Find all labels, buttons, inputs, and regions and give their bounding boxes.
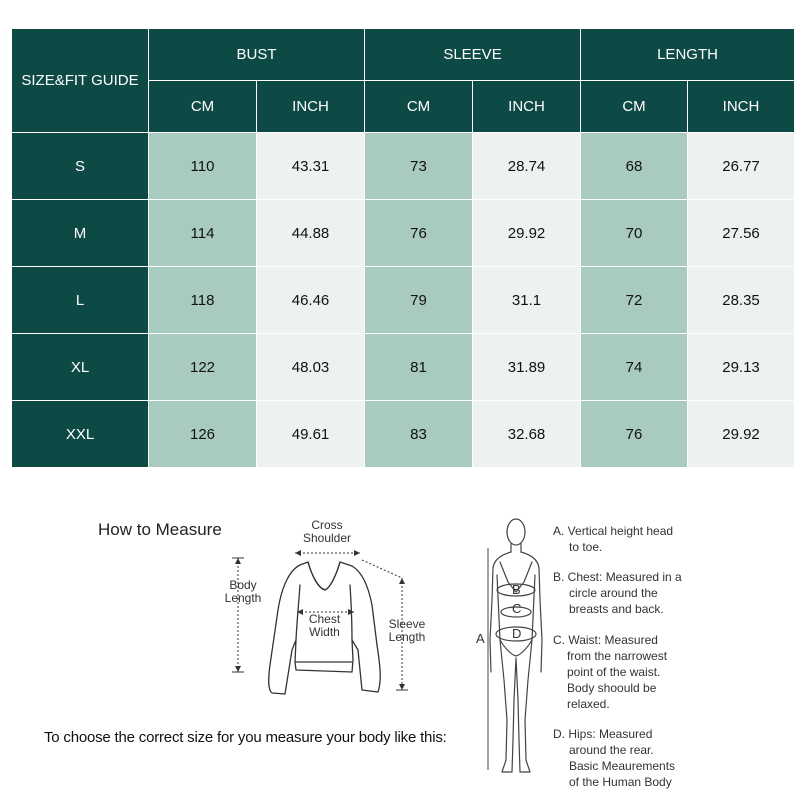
human-body-figure bbox=[490, 519, 542, 772]
legend-line: around the rear. bbox=[569, 743, 654, 757]
how-to-measure-title: How to Measure bbox=[98, 520, 222, 539]
table-cell: 49.61 bbox=[257, 401, 365, 468]
size-label: M bbox=[12, 200, 149, 267]
unit-header-sleeve-inch: INCH bbox=[473, 81, 581, 133]
arrow-head bbox=[399, 684, 405, 690]
instruction-text: To choose the correct size for you measure your body like this: bbox=[44, 729, 447, 746]
legend-line: B. Chest: Measured in a bbox=[553, 570, 682, 584]
table-corner-label: SIZE&FIT GUIDE bbox=[12, 29, 149, 133]
table-cell: 83 bbox=[365, 401, 473, 468]
unit-header-sleeve-cm: CM bbox=[365, 81, 473, 133]
arrow-head bbox=[354, 550, 360, 556]
table-cell: 31.1 bbox=[473, 267, 581, 334]
table-cell: 76 bbox=[581, 401, 688, 468]
group-header-length: LENGTH bbox=[581, 29, 795, 81]
arrow-head bbox=[295, 550, 301, 556]
legend-line: of the Human Body bbox=[569, 775, 672, 789]
legend-b bbox=[553, 569, 682, 617]
arrow-head bbox=[399, 578, 405, 584]
table-cell: 29.92 bbox=[688, 401, 795, 468]
legend-d bbox=[553, 726, 675, 790]
size-label: XL bbox=[12, 334, 149, 401]
legend-line: to toe. bbox=[569, 540, 603, 554]
size-label: S bbox=[12, 133, 149, 200]
unit-header-length-inch: INCH bbox=[688, 81, 795, 133]
unit-header-length-cm: CM bbox=[581, 81, 688, 133]
legend-line: point of the waist. bbox=[567, 665, 661, 679]
label-line: Body bbox=[229, 578, 257, 592]
table-cell: 32.68 bbox=[473, 401, 581, 468]
table-cell: 43.31 bbox=[257, 133, 365, 200]
legend-line: C. Waist: Measured bbox=[553, 633, 658, 647]
table-cell: 70 bbox=[581, 200, 688, 267]
table-cell: 126 bbox=[149, 401, 257, 468]
table-cell: 48.03 bbox=[257, 334, 365, 401]
table-cell: 31.89 bbox=[473, 334, 581, 401]
unit-header-bust-cm: CM bbox=[149, 81, 257, 133]
size-label: XXL bbox=[12, 401, 149, 468]
label-line: Length bbox=[224, 591, 262, 605]
table-cell: 26.77 bbox=[688, 133, 795, 200]
legend-line: Body shoould be bbox=[567, 681, 657, 695]
marker-a: A bbox=[476, 631, 485, 646]
table-cell: 122 bbox=[149, 334, 257, 401]
table-cell: 76 bbox=[365, 200, 473, 267]
table-cell: 118 bbox=[149, 267, 257, 334]
sleeve-length-label bbox=[382, 618, 432, 644]
table-cell: 79 bbox=[365, 267, 473, 334]
table-cell: 27.56 bbox=[688, 200, 795, 267]
table-cell: 110 bbox=[149, 133, 257, 200]
legend-line: relaxed. bbox=[567, 697, 610, 711]
table-cell: 28.74 bbox=[473, 133, 581, 200]
size-label: L bbox=[12, 267, 149, 334]
table-cell: 46.46 bbox=[257, 267, 365, 334]
table-cell: 68 bbox=[581, 133, 688, 200]
table-cell: 29.92 bbox=[473, 200, 581, 267]
arrow-head bbox=[235, 558, 241, 564]
legend-line: circle around the bbox=[569, 586, 658, 600]
group-header-bust: BUST bbox=[149, 29, 365, 81]
table-cell: 28.35 bbox=[688, 267, 795, 334]
table-cell: 73 bbox=[365, 133, 473, 200]
marker-c: C bbox=[512, 601, 522, 616]
chest-width-label bbox=[302, 613, 347, 639]
legend-line: breasts and back. bbox=[569, 602, 664, 616]
label-line: Length bbox=[388, 630, 426, 644]
table-cell: 81 bbox=[365, 334, 473, 401]
label-line: Width bbox=[309, 625, 340, 639]
label-line: Sleeve bbox=[388, 617, 426, 631]
table-cell: 74 bbox=[581, 334, 688, 401]
marker-d: D bbox=[512, 626, 522, 641]
legend-a bbox=[553, 523, 673, 555]
arrow-head bbox=[235, 666, 241, 672]
legend-line: D. Hips: Measured bbox=[553, 727, 653, 741]
group-header-sleeve: SLEEVE bbox=[365, 29, 581, 81]
sweater-collar bbox=[308, 562, 340, 590]
table-cell: 72 bbox=[581, 267, 688, 334]
unit-header-bust-inch: INCH bbox=[257, 81, 365, 133]
legend-line: from the narrowest bbox=[567, 649, 668, 663]
legend-line: Basic Meaurements bbox=[569, 759, 676, 773]
legend-line: A. Vertical height head bbox=[553, 524, 674, 538]
marker-b: B bbox=[512, 582, 521, 597]
legend-c bbox=[553, 632, 667, 712]
label-line: Chest bbox=[308, 612, 341, 626]
table-cell: 44.88 bbox=[257, 200, 365, 267]
table-cell: 29.13 bbox=[688, 334, 795, 401]
label-line: Shoulder bbox=[302, 531, 352, 545]
cross-shoulder-label bbox=[297, 519, 357, 545]
table-cell: 114 bbox=[149, 200, 257, 267]
label-line: Cross bbox=[311, 518, 343, 532]
body-length-label bbox=[218, 579, 268, 605]
